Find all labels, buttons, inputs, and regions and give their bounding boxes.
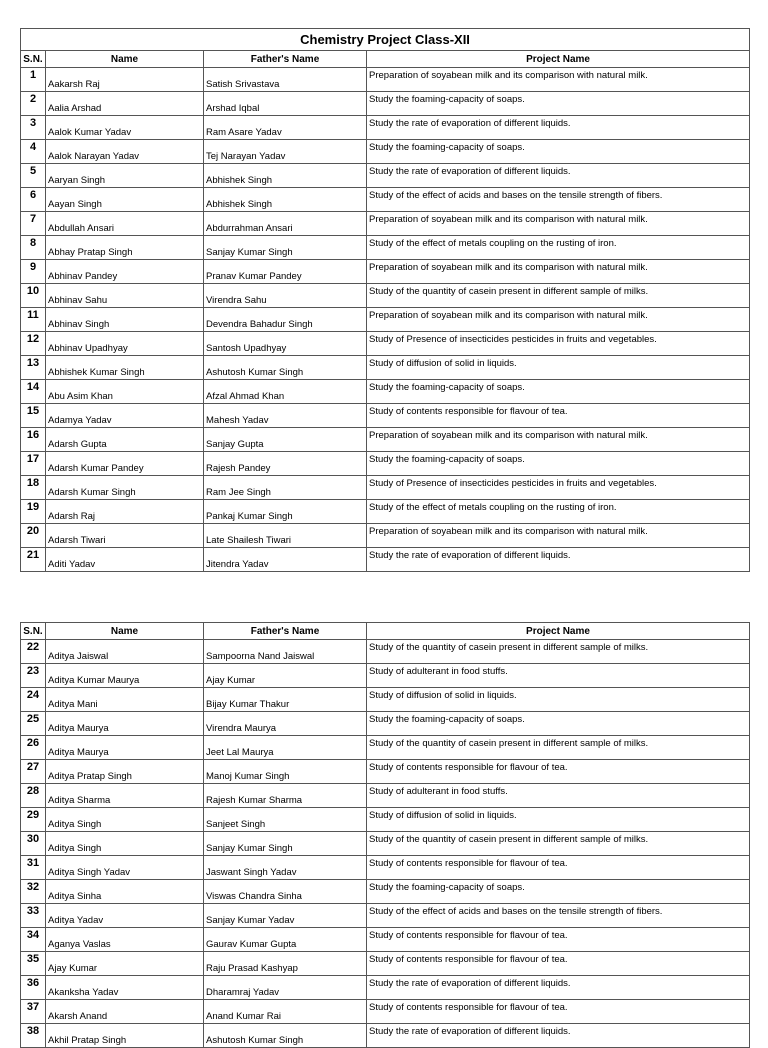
student-name: Aaryan Singh: [46, 164, 204, 188]
father-name: Bijay Kumar Thakur: [204, 688, 367, 712]
serial-number: 11: [21, 308, 46, 332]
project-name: Preparation of soyabean milk and its comparison with natural milk.: [367, 308, 750, 332]
table-row: [21, 188, 750, 212]
project-name: Study the foaming-capacity of soaps.: [367, 380, 750, 404]
project-name: Study of diffusion of solid in liquids.: [367, 356, 750, 380]
serial-number: 14: [21, 380, 46, 404]
serial-number: 29: [21, 808, 46, 832]
father-name: Sanjay Kumar Singh: [204, 236, 367, 260]
serial-number: 17: [21, 452, 46, 476]
project-name: Study of diffusion of solid in liquids.: [367, 688, 750, 712]
serial-number: 28: [21, 784, 46, 808]
serial-number: 3: [21, 116, 46, 140]
header-project-name: Project Name: [367, 51, 750, 68]
father-name: Ashutosh Kumar Singh: [204, 356, 367, 380]
table-row: [21, 212, 750, 236]
father-name: Abdurrahman Ansari: [204, 212, 367, 236]
father-name: Virendra Maurya: [204, 712, 367, 736]
serial-number: 34: [21, 928, 46, 952]
serial-number: 12: [21, 332, 46, 356]
project-name: Study of the quantity of casein present in different sample of milks.: [367, 640, 750, 664]
serial-number: 9: [21, 260, 46, 284]
student-name: Aditya Jaiswal: [46, 640, 204, 664]
project-name: Study the rate of evaporation of different liquids.: [367, 116, 750, 140]
project-name: Study of the effect of acids and bases on the tensile strength of fibers.: [367, 904, 750, 928]
student-name: Akarsh Anand: [46, 1000, 204, 1024]
father-name: Late Shailesh Tiwari: [204, 524, 367, 548]
serial-number: 13: [21, 356, 46, 380]
project-name: Study of contents responsible for flavour of tea.: [367, 1000, 750, 1024]
table-row: [21, 452, 750, 476]
project-name: Study of contents responsible for flavour of tea.: [367, 760, 750, 784]
student-name: Abhinav Upadhyay: [46, 332, 204, 356]
project-name: Study of the effect of metals coupling on the rusting of iron.: [367, 500, 750, 524]
project-name: Study of Presence of insecticides pesticides in fruits and vegetables.: [367, 332, 750, 356]
table-row: [21, 856, 750, 880]
serial-number: 26: [21, 736, 46, 760]
serial-number: 32: [21, 880, 46, 904]
father-name: Afzal Ahmad Khan: [204, 380, 367, 404]
table-row: [21, 332, 750, 356]
table-row: [21, 404, 750, 428]
student-name: Aditya Maurya: [46, 712, 204, 736]
student-name: Akanksha Yadav: [46, 976, 204, 1000]
student-name: Abdullah Ansari: [46, 212, 204, 236]
serial-number: 21: [21, 548, 46, 572]
father-name: Abhishek Singh: [204, 164, 367, 188]
project-name: Study the foaming-capacity of soaps.: [367, 880, 750, 904]
table-row: [21, 760, 750, 784]
father-name: Pankaj Kumar Singh: [204, 500, 367, 524]
project-name: Study of the quantity of casein present in different sample of milks.: [367, 736, 750, 760]
father-name: Ram Jee Singh: [204, 476, 367, 500]
student-name: Aditya Maurya: [46, 736, 204, 760]
table-row: [21, 428, 750, 452]
father-name: Raju Prasad Kashyap: [204, 952, 367, 976]
project-name: Preparation of soyabean milk and its comparison with natural milk.: [367, 428, 750, 452]
student-name: Aditya Sharma: [46, 784, 204, 808]
student-name: Adarsh Kumar Pandey: [46, 452, 204, 476]
table-row: [21, 116, 750, 140]
table-row: [21, 236, 750, 260]
father-name: Abhishek Singh: [204, 188, 367, 212]
student-name: Abhinav Singh: [46, 308, 204, 332]
serial-number: 36: [21, 976, 46, 1000]
table-row: [21, 500, 750, 524]
student-name: Abu Asim Khan: [46, 380, 204, 404]
student-name: Aditi Yadav: [46, 548, 204, 572]
serial-number: 23: [21, 664, 46, 688]
project-name: Study of the quantity of casein present in different sample of milks.: [367, 832, 750, 856]
table-row: [21, 664, 750, 688]
student-name: Aayan Singh: [46, 188, 204, 212]
student-name: Abhishek Kumar Singh: [46, 356, 204, 380]
header-name: Name: [46, 623, 204, 640]
father-name: Devendra Bahadur Singh: [204, 308, 367, 332]
serial-number: 19: [21, 500, 46, 524]
serial-number: 22: [21, 640, 46, 664]
project-name: Study the rate of evaporation of different liquids.: [367, 976, 750, 1000]
student-name: Abhay Pratap Singh: [46, 236, 204, 260]
student-name: Aganya Vaslas: [46, 928, 204, 952]
father-name: Dharamraj Yadav: [204, 976, 367, 1000]
father-name: Mahesh Yadav: [204, 404, 367, 428]
serial-number: 20: [21, 524, 46, 548]
father-name: Tej Narayan Yadav: [204, 140, 367, 164]
project-name: Study the rate of evaporation of different liquids.: [367, 164, 750, 188]
student-name: Adarsh Gupta: [46, 428, 204, 452]
project-name: Study the foaming-capacity of soaps.: [367, 712, 750, 736]
student-name: Adarsh Raj: [46, 500, 204, 524]
father-name: Pranav Kumar Pandey: [204, 260, 367, 284]
project-name: Study of adulterant in food stuffs.: [367, 664, 750, 688]
student-name: Aakarsh Raj: [46, 68, 204, 92]
father-name: Anand Kumar Rai: [204, 1000, 367, 1024]
project-name: Study the foaming-capacity of soaps.: [367, 452, 750, 476]
father-name: Rajesh Kumar Sharma: [204, 784, 367, 808]
father-name: Jaswant Singh Yadav: [204, 856, 367, 880]
father-name: Ram Asare Yadav: [204, 116, 367, 140]
father-name: Manoj Kumar Singh: [204, 760, 367, 784]
table-row: [21, 784, 750, 808]
serial-number: 10: [21, 284, 46, 308]
father-name: Sanjay Kumar Singh: [204, 832, 367, 856]
student-name: Aditya Yadav: [46, 904, 204, 928]
project-name: Study the foaming-capacity of soaps.: [367, 140, 750, 164]
table-row: [21, 712, 750, 736]
table-row: [21, 260, 750, 284]
father-name: Sanjay Gupta: [204, 428, 367, 452]
table-row: [21, 548, 750, 572]
father-name: Rajesh Pandey: [204, 452, 367, 476]
project-name: Study of contents responsible for flavour of tea.: [367, 856, 750, 880]
father-name: Jeet Lal Maurya: [204, 736, 367, 760]
student-name: Akhil Pratap Singh: [46, 1024, 204, 1048]
project-name: Study of the effect of acids and bases on the tensile strength of fibers.: [367, 188, 750, 212]
student-name: Aditya Singh: [46, 832, 204, 856]
student-name: Aalok Narayan Yadav: [46, 140, 204, 164]
father-name: Ajay Kumar: [204, 664, 367, 688]
student-name: Aditya Singh Yadav: [46, 856, 204, 880]
table-row: [21, 308, 750, 332]
serial-number: 18: [21, 476, 46, 500]
father-name: Sanjay Kumar Yadav: [204, 904, 367, 928]
father-name: Santosh Upadhyay: [204, 332, 367, 356]
father-name: Gaurav Kumar Gupta: [204, 928, 367, 952]
project-name: Preparation of soyabean milk and its comparison with natural milk.: [367, 260, 750, 284]
student-name: Adarsh Tiwari: [46, 524, 204, 548]
table-row: [21, 140, 750, 164]
father-name: Jitendra Yadav: [204, 548, 367, 572]
father-name: Arshad Iqbal: [204, 92, 367, 116]
serial-number: 27: [21, 760, 46, 784]
serial-number: 30: [21, 832, 46, 856]
serial-number: 4: [21, 140, 46, 164]
table-row: [21, 928, 750, 952]
header-name: Name: [46, 51, 204, 68]
serial-number: 16: [21, 428, 46, 452]
serial-number: 33: [21, 904, 46, 928]
student-name: Aditya Singh: [46, 808, 204, 832]
serial-number: 31: [21, 856, 46, 880]
serial-number: 15: [21, 404, 46, 428]
project-name: Preparation of soyabean milk and its comparison with natural milk.: [367, 68, 750, 92]
project-name: Study of the effect of metals coupling on the rusting of iron.: [367, 236, 750, 260]
table-row: [21, 808, 750, 832]
project-table-2: [20, 622, 750, 1048]
serial-number: 7: [21, 212, 46, 236]
serial-number: 5: [21, 164, 46, 188]
header-father-name: Father's Name: [204, 623, 367, 640]
student-name: Aditya Pratap Singh: [46, 760, 204, 784]
project-name: Study of adulterant in food stuffs.: [367, 784, 750, 808]
project-table-1: [20, 28, 750, 572]
table-row: [21, 688, 750, 712]
student-name: Adarsh Kumar Singh: [46, 476, 204, 500]
student-name: Ajay Kumar: [46, 952, 204, 976]
table-row: [21, 976, 750, 1000]
project-name: Study of diffusion of solid in liquids.: [367, 808, 750, 832]
project-name: Study the rate of evaporation of different liquids.: [367, 1024, 750, 1048]
table-row: [21, 476, 750, 500]
serial-number: 8: [21, 236, 46, 260]
table-row: [21, 640, 750, 664]
serial-number: 2: [21, 92, 46, 116]
serial-number: 24: [21, 688, 46, 712]
table-row: [21, 356, 750, 380]
project-name: Study of contents responsible for flavour of tea.: [367, 928, 750, 952]
table-row: [21, 1000, 750, 1024]
serial-number: 1: [21, 68, 46, 92]
student-name: Aditya Kumar Maurya: [46, 664, 204, 688]
table-row: [21, 880, 750, 904]
table-row: [21, 832, 750, 856]
serial-number: 25: [21, 712, 46, 736]
project-name: Study the foaming-capacity of soaps.: [367, 92, 750, 116]
document-title: Chemistry Project Class-XII: [21, 29, 750, 51]
table-row: [21, 164, 750, 188]
student-name: Aalia Arshad: [46, 92, 204, 116]
student-name: Abhinav Sahu: [46, 284, 204, 308]
project-name: Study of contents responsible for flavour of tea.: [367, 404, 750, 428]
table-row: [21, 92, 750, 116]
project-name: Preparation of soyabean milk and its comparison with natural milk.: [367, 212, 750, 236]
project-name: Preparation of soyabean milk and its comparison with natural milk.: [367, 524, 750, 548]
father-name: Viswas Chandra Sinha: [204, 880, 367, 904]
table-row: [21, 904, 750, 928]
student-name: Aditya Mani: [46, 688, 204, 712]
table-row: [21, 952, 750, 976]
project-name: Study of the quantity of casein present in different sample of milks.: [367, 284, 750, 308]
header-project-name: Project Name: [367, 623, 750, 640]
student-name: Adamya Yadav: [46, 404, 204, 428]
project-name: Study the rate of evaporation of different liquids.: [367, 548, 750, 572]
serial-number: 35: [21, 952, 46, 976]
father-name: Virendra Sahu: [204, 284, 367, 308]
header-sn: S.N.: [21, 623, 46, 640]
header-father-name: Father's Name: [204, 51, 367, 68]
table-row: [21, 68, 750, 92]
project-name: Study of contents responsible for flavour of tea.: [367, 952, 750, 976]
table-row: [21, 284, 750, 308]
student-name: Abhinav Pandey: [46, 260, 204, 284]
table-row: [21, 736, 750, 760]
serial-number: 37: [21, 1000, 46, 1024]
student-name: Aditya Sinha: [46, 880, 204, 904]
serial-number: 6: [21, 188, 46, 212]
serial-number: 38: [21, 1024, 46, 1048]
father-name: Sampoorna Nand Jaiswal: [204, 640, 367, 664]
project-name: Study of Presence of insecticides pesticides in fruits and vegetables.: [367, 476, 750, 500]
student-name: Aalok Kumar Yadav: [46, 116, 204, 140]
table-row: [21, 380, 750, 404]
father-name: Satish Srivastava: [204, 68, 367, 92]
header-sn: S.N.: [21, 51, 46, 68]
table-row: [21, 524, 750, 548]
father-name: Ashutosh Kumar Singh: [204, 1024, 367, 1048]
father-name: Sanjeet Singh: [204, 808, 367, 832]
table-row: [21, 1024, 750, 1048]
